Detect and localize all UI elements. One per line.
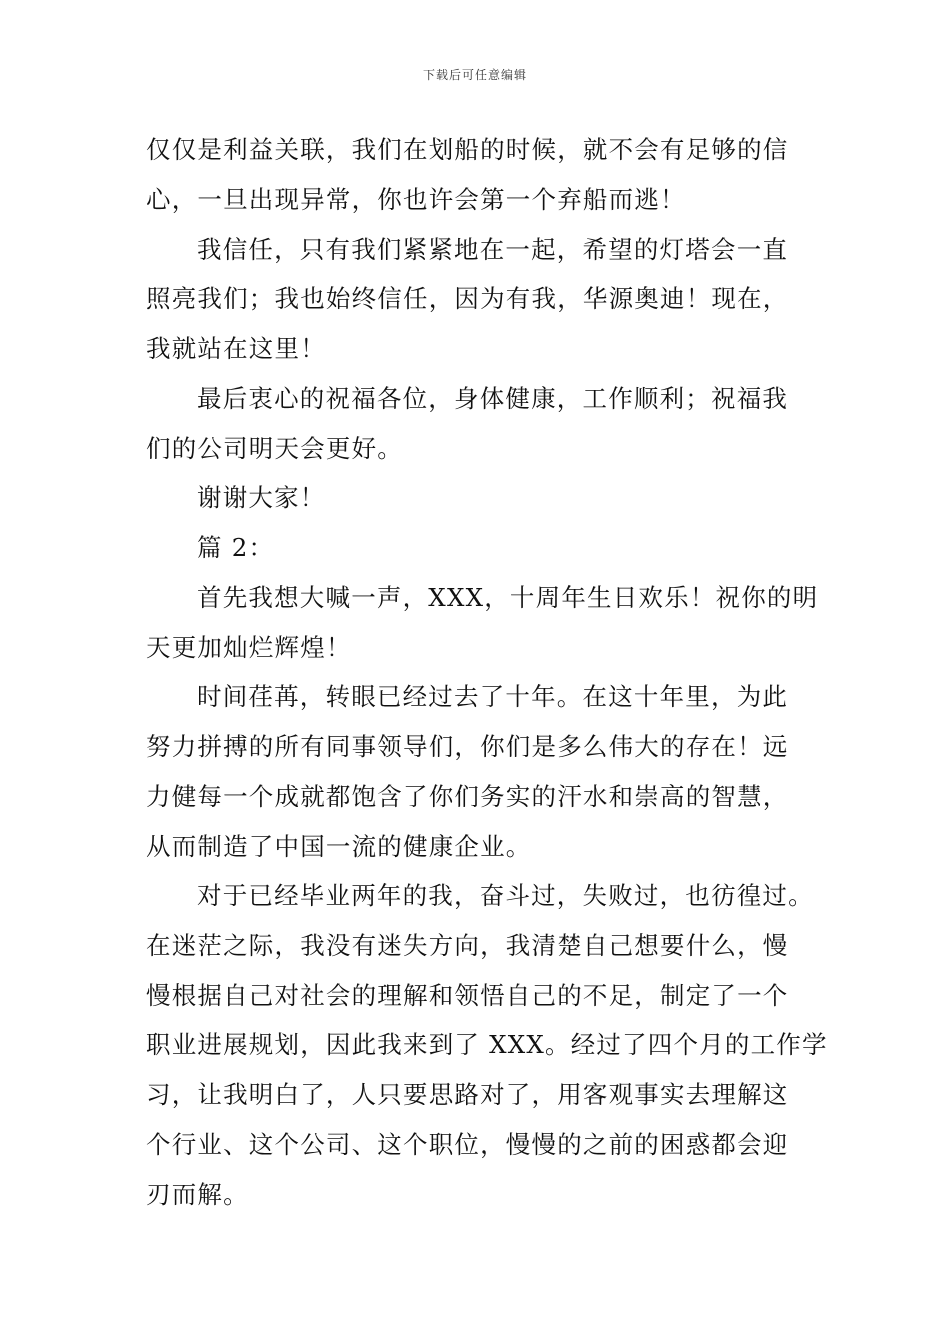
text-line: 天更加灿烂辉煌！: [146, 633, 352, 662]
text-line: 首先我想大喊一声，XXX，十周年生日欢乐！祝你的明: [197, 583, 819, 612]
text-line: 谢谢大家！: [197, 483, 326, 512]
text-line: 从而制造了中国一流的健康企业。: [146, 832, 532, 861]
text-line: 仅仅是利益关联，我们在划船的时候，就不会有足够的信: [146, 135, 789, 164]
text-line: 照亮我们；我也始终信任，因为有我，华源奥迪！现在，: [146, 284, 789, 313]
text-line: 在迷茫之际，我没有迷失方向，我清楚自己想要什么，慢: [146, 931, 789, 960]
text-line: 职业进展规划，因此我来到了 XXX。经过了四个月的工作学: [146, 1030, 828, 1059]
text-line: 习，让我明白了，人只要思路对了，用客观事实去理解这: [146, 1080, 789, 1109]
text-line: 我信任，只有我们紧紧地在一起，希望的灯塔会一直: [197, 235, 789, 264]
text-line: 心，一旦出现异常，你也许会第一个弃船而逃！: [146, 185, 686, 214]
text-line: 时间荏苒，转眼已经过去了十年。在这十年里，为此: [197, 682, 789, 711]
text-line: 对于已经毕业两年的我，奋斗过，失败过，也彷徨过。: [197, 881, 814, 910]
text-line: 个行业、这个公司、这个职位，慢慢的之前的困惑都会迎: [146, 1130, 789, 1159]
text-line: 们的公司明天会更好。: [146, 434, 403, 463]
text-line: 我就站在这里！: [146, 334, 326, 363]
text-line: 努力拼搏的所有同事领导们，你们是多么伟大的存在！远: [146, 732, 789, 761]
text-line: 力健每一个成就都饱含了你们务实的汗水和崇高的智慧，: [146, 782, 789, 811]
text-line: 刃而解。: [146, 1180, 249, 1209]
text-line: 慢根据自己对社会的理解和领悟自己的不足，制定了一个: [146, 981, 789, 1010]
page-header: 下载后可任意编辑: [422, 68, 527, 82]
text-line: 最后衷心的祝福各位，身体健康，工作顺利；祝福我: [197, 384, 789, 413]
section-heading: 篇 2：: [197, 533, 275, 562]
